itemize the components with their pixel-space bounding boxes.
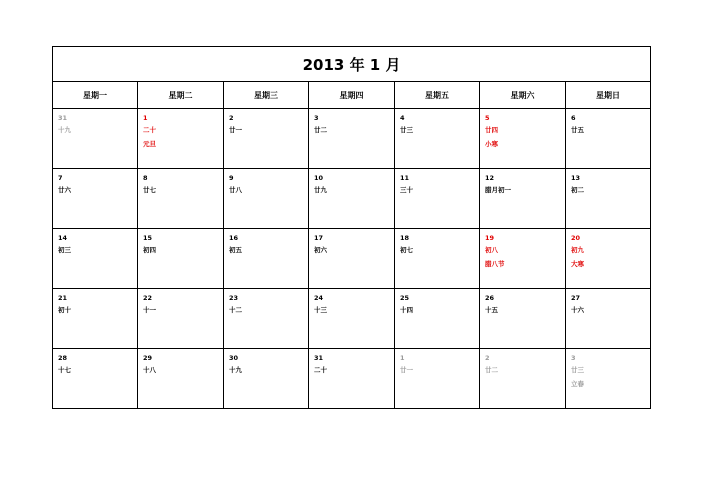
calendar-table: [52, 46, 651, 409]
day-number: 6: [571, 114, 576, 122]
day-cell[interactable]: [480, 229, 566, 289]
lunar-date: 廿三: [400, 126, 413, 134]
day-number: 4: [400, 114, 405, 122]
lunar-date: 廿六: [58, 186, 71, 194]
lunar-date: 十四: [400, 306, 413, 314]
lunar-date: 初四: [143, 246, 156, 254]
day-cell[interactable]: [395, 229, 480, 289]
day-number: 10: [314, 174, 324, 182]
lunar-date: 初十: [58, 306, 71, 314]
lunar-date: 三十: [400, 186, 413, 194]
day-cell[interactable]: [224, 289, 309, 349]
day-cell[interactable]: [138, 229, 224, 289]
lunar-date: 十一: [143, 306, 156, 314]
day-number: 2: [229, 114, 234, 122]
lunar-date: 廿四: [485, 126, 498, 134]
day-cell[interactable]: [480, 169, 566, 229]
lunar-date: 廿二: [485, 366, 498, 374]
day-cell[interactable]: [566, 349, 651, 409]
lunar-date: 十五: [485, 306, 498, 314]
day-number: 9: [229, 174, 234, 182]
weekday-header-fri: 星期五: [395, 82, 480, 109]
day-number: 29: [143, 354, 153, 362]
day-cell[interactable]: [53, 289, 138, 349]
day-cell[interactable]: [224, 169, 309, 229]
day-number: 11: [400, 174, 410, 182]
weekday-header-row: [53, 82, 651, 109]
day-cell[interactable]: [309, 349, 395, 409]
day-cell[interactable]: [566, 109, 651, 169]
day-number: 22: [143, 294, 153, 302]
lunar-date: 廿九: [314, 186, 327, 194]
day-number: 31: [58, 114, 68, 122]
festival-label: 元旦: [143, 140, 156, 148]
lunar-date: 十八: [143, 366, 156, 374]
lunar-date: 初五: [229, 246, 242, 254]
lunar-date: 初九: [571, 246, 584, 254]
day-cell[interactable]: [224, 229, 309, 289]
lunar-date: 十六: [571, 306, 584, 314]
calendar-weeks: [53, 109, 651, 409]
day-number: 14: [58, 234, 68, 242]
day-cell[interactable]: [480, 289, 566, 349]
weekday-header-sat: 星期六: [480, 82, 566, 109]
lunar-date: 十九: [58, 126, 71, 134]
day-number: 26: [485, 294, 495, 302]
lunar-date: 二十: [143, 126, 156, 134]
calendar-week-row: [53, 289, 651, 349]
day-cell[interactable]: [480, 109, 566, 169]
lunar-date: 廿二: [314, 126, 327, 134]
lunar-date: 腊月初一: [485, 186, 511, 194]
day-number: 5: [485, 114, 490, 122]
weekday-header-wed: 星期三: [224, 82, 309, 109]
day-cell[interactable]: [395, 169, 480, 229]
lunar-date: 十九: [229, 366, 242, 374]
day-number: 20: [571, 234, 581, 242]
day-cell[interactable]: [566, 289, 651, 349]
day-cell[interactable]: [309, 109, 395, 169]
lunar-date: 廿三: [571, 366, 584, 374]
calendar-week-row: [53, 109, 651, 169]
day-cell[interactable]: [395, 109, 480, 169]
day-cell[interactable]: [53, 169, 138, 229]
day-number: 3: [314, 114, 319, 122]
weekday-header-mon: 星期一: [53, 82, 138, 109]
day-cell[interactable]: [309, 289, 395, 349]
festival-label: 大寒: [571, 260, 584, 268]
day-cell[interactable]: [566, 169, 651, 229]
day-cell[interactable]: [138, 169, 224, 229]
day-number: 2: [485, 354, 490, 362]
day-number: 16: [229, 234, 239, 242]
lunar-date: 廿一: [229, 126, 242, 134]
lunar-date: 二十: [314, 366, 327, 374]
day-number: 15: [143, 234, 153, 242]
day-number: 27: [571, 294, 581, 302]
lunar-date: 廿八: [229, 186, 242, 194]
weekday-header-sun: 星期日: [566, 82, 651, 109]
day-number: 17: [314, 234, 324, 242]
day-number: 19: [485, 234, 495, 242]
lunar-date: 十三: [314, 306, 327, 314]
day-number: 12: [485, 174, 495, 182]
day-cell[interactable]: [395, 289, 480, 349]
lunar-date: 廿一: [400, 366, 413, 374]
lunar-date: 初七: [400, 246, 413, 254]
day-number: 1: [400, 354, 405, 362]
weekday-header-tue: 星期二: [138, 82, 224, 109]
day-cell[interactable]: [224, 109, 309, 169]
day-cell[interactable]: [309, 169, 395, 229]
day-number: 7: [58, 174, 63, 182]
day-number: 18: [400, 234, 410, 242]
calendar-week-row: [53, 169, 651, 229]
day-cell[interactable]: [53, 229, 138, 289]
day-cell[interactable]: [224, 349, 309, 409]
lunar-date: 廿七: [143, 186, 156, 194]
lunar-date: 初八: [485, 246, 498, 254]
day-number: 23: [229, 294, 239, 302]
lunar-date: 十七: [58, 366, 71, 374]
lunar-date: 十二: [229, 306, 242, 314]
day-number: 21: [58, 294, 68, 302]
day-cell[interactable]: [138, 289, 224, 349]
festival-label: 腊八节: [485, 260, 505, 268]
day-number: 30: [229, 354, 239, 362]
day-number: 1: [143, 114, 148, 122]
day-cell[interactable]: [480, 349, 566, 409]
day-cell[interactable]: [53, 109, 138, 169]
lunar-date: 初三: [58, 246, 71, 254]
day-number: 28: [58, 354, 68, 362]
festival-label: 立春: [571, 380, 584, 388]
day-cell[interactable]: [309, 229, 395, 289]
day-cell[interactable]: [566, 229, 651, 289]
calendar-title: 2013 年 1 月: [53, 47, 651, 82]
day-number: 13: [571, 174, 581, 182]
day-number: 8: [143, 174, 148, 182]
day-number: 3: [571, 354, 576, 362]
lunar-date: 廿五: [571, 126, 584, 134]
day-number: 31: [314, 354, 324, 362]
calendar-week-row: [53, 349, 651, 409]
day-cell[interactable]: [53, 349, 138, 409]
day-cell[interactable]: [138, 349, 224, 409]
calendar-week-row: [53, 229, 651, 289]
lunar-date: 初六: [314, 246, 327, 254]
festival-label: 小寒: [485, 140, 498, 148]
day-number: 25: [400, 294, 410, 302]
lunar-date: 初二: [571, 186, 584, 194]
day-cell[interactable]: [395, 349, 480, 409]
weekday-header-thu: 星期四: [309, 82, 395, 109]
day-number: 24: [314, 294, 324, 302]
day-cell[interactable]: [138, 109, 224, 169]
